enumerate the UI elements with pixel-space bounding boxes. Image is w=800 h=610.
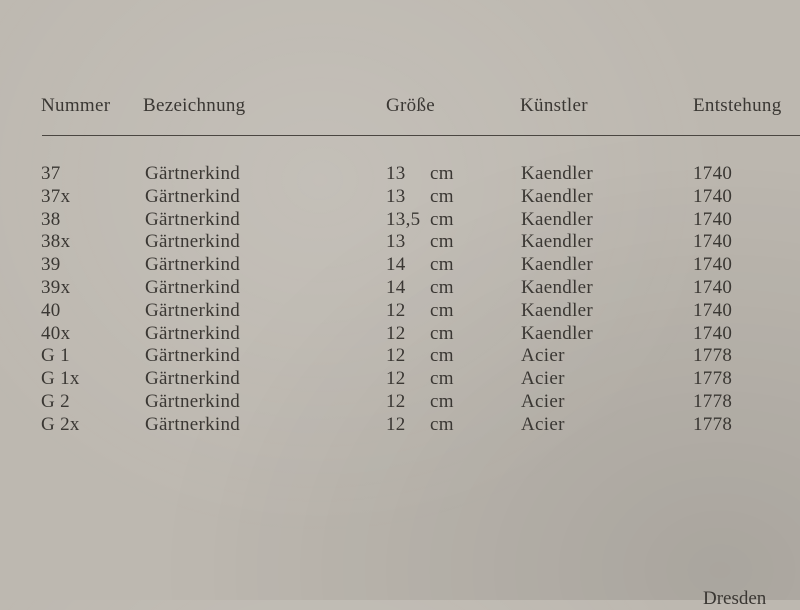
cell-nummer: 38x bbox=[41, 231, 71, 253]
cell-nummer: G 1x bbox=[41, 368, 80, 390]
cell-entstehung: 1778 bbox=[693, 413, 733, 435]
cell-entstehung: 1740 bbox=[693, 163, 733, 184]
cell-groesse: 12 bbox=[386, 345, 406, 367]
cell-kuenstler: Acier bbox=[521, 413, 565, 435]
cell-nummer: 40 bbox=[41, 299, 61, 321]
cell-kuenstler: Kaendler bbox=[521, 277, 594, 298]
table-row bbox=[0, 232, 800, 255]
cell-einheit: cm bbox=[430, 391, 454, 412]
cell-groesse: 12 bbox=[386, 299, 406, 321]
cell-groesse: 13 bbox=[386, 231, 406, 253]
cell-groesse: 14 bbox=[386, 254, 406, 276]
cell-bezeichnung: Gärtnerkind bbox=[145, 345, 241, 367]
table-row bbox=[0, 278, 800, 301]
cell-nummer: 37 bbox=[41, 163, 61, 184]
header-nummer: Nummer bbox=[41, 95, 111, 116]
cell-bezeichnung: Gärtnerkind bbox=[145, 185, 241, 207]
cell-bezeichnung: Gärtnerkind bbox=[145, 231, 241, 253]
cell-kuenstler: Kaendler bbox=[521, 299, 594, 321]
cell-bezeichnung: Gärtnerkind bbox=[145, 391, 241, 412]
cell-kuenstler: Kaendler bbox=[521, 208, 594, 230]
table-row bbox=[0, 301, 800, 324]
cell-kuenstler: Acier bbox=[521, 368, 565, 390]
cell-bezeichnung: Gärtnerkind bbox=[145, 368, 241, 390]
cell-bezeichnung: Gärtnerkind bbox=[145, 413, 241, 435]
cell-groesse: 14 bbox=[386, 277, 406, 298]
cell-groesse: 13 bbox=[386, 163, 406, 184]
cell-nummer: 37x bbox=[41, 185, 71, 207]
table-row bbox=[0, 210, 800, 233]
cell-kuenstler: Kaendler bbox=[521, 322, 594, 344]
header-bezeichnung: Bezeichnung bbox=[143, 95, 246, 116]
cell-entstehung: 1740 bbox=[693, 277, 733, 298]
cell-entstehung: 1740 bbox=[693, 185, 733, 207]
cell-kuenstler: Kaendler bbox=[521, 163, 594, 184]
cell-entstehung: 1740 bbox=[693, 322, 733, 344]
cell-entstehung: 1778 bbox=[693, 391, 733, 412]
table-row bbox=[0, 164, 800, 187]
table-row bbox=[0, 369, 800, 392]
cell-nummer: G 1 bbox=[41, 345, 70, 367]
cell-einheit: cm bbox=[430, 368, 454, 390]
table-row bbox=[0, 392, 800, 415]
cell-einheit: cm bbox=[430, 231, 454, 253]
cell-groesse: 12 bbox=[386, 391, 406, 412]
header-divider bbox=[42, 135, 800, 136]
cell-groesse: 12 bbox=[386, 322, 406, 344]
cell-entstehung: 1740 bbox=[693, 208, 733, 230]
cell-nummer: G 2 bbox=[41, 391, 70, 412]
header-groesse: Größe bbox=[386, 95, 435, 116]
header-entstehung: Entstehung bbox=[693, 95, 782, 116]
cell-kuenstler: Kaendler bbox=[521, 254, 594, 276]
cell-einheit: cm bbox=[430, 277, 454, 298]
table-row bbox=[0, 415, 800, 438]
cell-bezeichnung: Gärtnerkind bbox=[145, 322, 241, 344]
cell-bezeichnung: Gärtnerkind bbox=[145, 163, 241, 184]
cell-einheit: cm bbox=[430, 254, 454, 276]
cell-groesse: 12 bbox=[386, 413, 406, 435]
cell-entstehung: 1740 bbox=[693, 299, 733, 321]
cell-kuenstler: Acier bbox=[521, 391, 565, 412]
table-row bbox=[0, 255, 800, 278]
cell-einheit: cm bbox=[430, 208, 454, 230]
cell-entstehung: 1778 bbox=[693, 345, 733, 367]
cell-einheit: cm bbox=[430, 322, 454, 344]
header-kuenstler: Künstler bbox=[520, 95, 588, 116]
cell-einheit: cm bbox=[430, 413, 454, 435]
cell-nummer: 40x bbox=[41, 322, 71, 344]
cell-entstehung: 1740 bbox=[693, 254, 733, 276]
cell-entstehung: 1740 bbox=[693, 231, 733, 253]
footer-text-fragment: Dresden bbox=[703, 588, 767, 609]
cell-einheit: cm bbox=[430, 185, 454, 207]
cell-bezeichnung: Gärtnerkind bbox=[145, 254, 241, 276]
cell-einheit: cm bbox=[430, 163, 454, 184]
cell-bezeichnung: Gärtnerkind bbox=[145, 208, 241, 230]
cell-nummer: 39x bbox=[41, 277, 71, 298]
cell-bezeichnung: Gärtnerkind bbox=[145, 277, 241, 298]
cell-nummer: 39 bbox=[41, 254, 61, 276]
table-row bbox=[0, 324, 800, 347]
cell-groesse: 13,5 bbox=[386, 208, 421, 230]
cell-kuenstler: Acier bbox=[521, 345, 565, 367]
cell-nummer: G 2x bbox=[41, 413, 80, 435]
cell-kuenstler: Kaendler bbox=[521, 231, 594, 253]
cell-bezeichnung: Gärtnerkind bbox=[145, 299, 241, 321]
table-row bbox=[0, 346, 800, 369]
cell-entstehung: 1778 bbox=[693, 368, 733, 390]
table-row bbox=[0, 187, 800, 210]
cell-groesse: 12 bbox=[386, 368, 406, 390]
cell-nummer: 38 bbox=[41, 208, 61, 230]
cell-groesse: 13 bbox=[386, 185, 406, 207]
cell-einheit: cm bbox=[430, 299, 454, 321]
cell-einheit: cm bbox=[430, 345, 454, 367]
cell-kuenstler: Kaendler bbox=[521, 185, 594, 207]
